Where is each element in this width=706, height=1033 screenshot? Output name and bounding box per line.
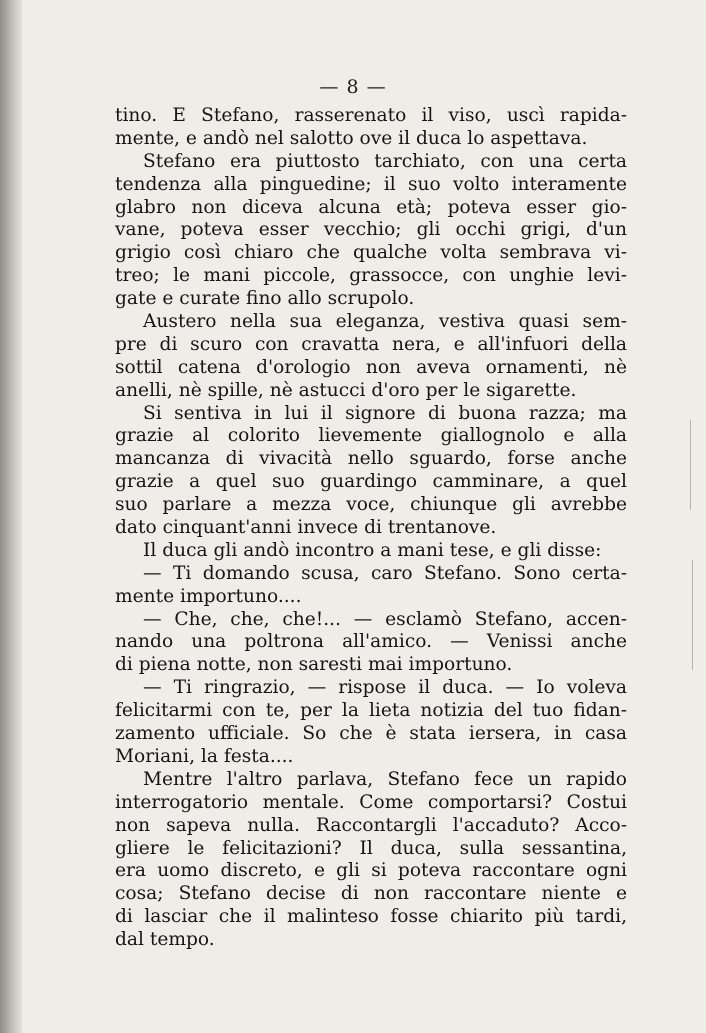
text-line: non sapeva nulla. Raccontargli l'accaduto? Acco-: [115, 814, 627, 836]
text-line: mente, e andò nel salotto ove il duca lo aspettava.: [115, 127, 588, 149]
text-line: dal tempo.: [115, 929, 215, 951]
text-line: dato cinquant'anni invece di trentanove.: [115, 517, 497, 539]
text-line: tino. E Stefano, rasserenato il viso, uscì rapida-: [115, 105, 627, 126]
text-line: glabro non diceva alcuna età; poteva esser gio-: [115, 196, 627, 218]
text-line: — Che, che, che!... — esclamò Stefano, accen-: [143, 608, 627, 630]
text-line: cosa; Stefano decise di non raccontare niente e: [115, 883, 627, 905]
text-line: mente importuno....: [115, 585, 302, 607]
text-line: anelli, nè spille, nè astucci d'oro per le sigarette.: [115, 379, 577, 401]
text-line: grigio così chiaro che qualche volta sembrava vi-: [115, 242, 627, 264]
text-line: zamento ufficiale. So che è stata iersera, in casa: [115, 723, 627, 745]
text-line: vane, poteva esser vecchio; gli occhi grigi, d'un: [115, 219, 627, 241]
text-line: suo parlare a mezza voce, chiunque gli avrebbe: [115, 494, 627, 516]
text-line: Si sentiva in lui il signore di buona razza; ma: [143, 402, 627, 424]
text-line: gate e curate fino allo scrupolo.: [115, 288, 415, 310]
text-line: grazie a quel suo guardingo camminare, a quel: [115, 471, 627, 493]
text-line: Mentre l'altro parlava, Stefano fece un rapido: [143, 768, 627, 790]
binding-shadow: [0, 0, 22, 1033]
text-line: interrogatorio mentale. Come comportarsi? Costui: [115, 791, 627, 813]
text-line: gliere le felicitazioni? Il duca, sulla sessantina,: [115, 837, 627, 859]
text-line: era uomo discreto, e gli si poteva raccontare ogni: [115, 860, 627, 882]
page-edge-mark: [690, 420, 691, 510]
text-line: treo; le mani piccole, grassocce, con unghie levi-: [115, 265, 627, 287]
text-line: tendenza alla pinguedine; il suo volto interamente: [115, 173, 627, 195]
page-number: — 8 —: [319, 76, 387, 98]
text-line: sottil catena d'orologio non aveva ornamenti, nè: [115, 356, 627, 378]
text-line: felicitarmi con te, per la lieta notizia del tuo fidan-: [115, 700, 627, 722]
text-line: Austero nella sua eleganza, vestiva quasi sem-: [143, 311, 627, 333]
text-line: — Ti domando scusa, caro Stefano. Sono certa-: [143, 562, 627, 584]
text-line: di lasciar che il malinteso fosse chiarito più tardi,: [115, 906, 627, 928]
text-line: di piena notte, non saresti mai importuno.: [115, 654, 513, 676]
body-text: [115, 105, 627, 952]
text-line: mancanza di vivacità nello sguardo, forse anche: [115, 448, 627, 470]
text-line: Stefano era piuttosto tarchiato, con una certa: [143, 150, 627, 172]
text-line: grazie al colorito lievemente giallognolo e alla: [115, 425, 627, 447]
text-line: Il duca gli andò incontro a mani tese, e gli disse:: [143, 539, 602, 561]
text-line: — Ti ringrazio, — rispose il duca. — Io voleva: [143, 677, 627, 699]
text-line: pre di scuro con cravatta nera, e all'infuori della: [115, 333, 627, 355]
text-line: Moriani, la festa....: [115, 745, 294, 767]
page-edge-mark: [692, 560, 693, 670]
text-line: nando una poltrona all'amico. — Venissi anche: [115, 631, 627, 653]
